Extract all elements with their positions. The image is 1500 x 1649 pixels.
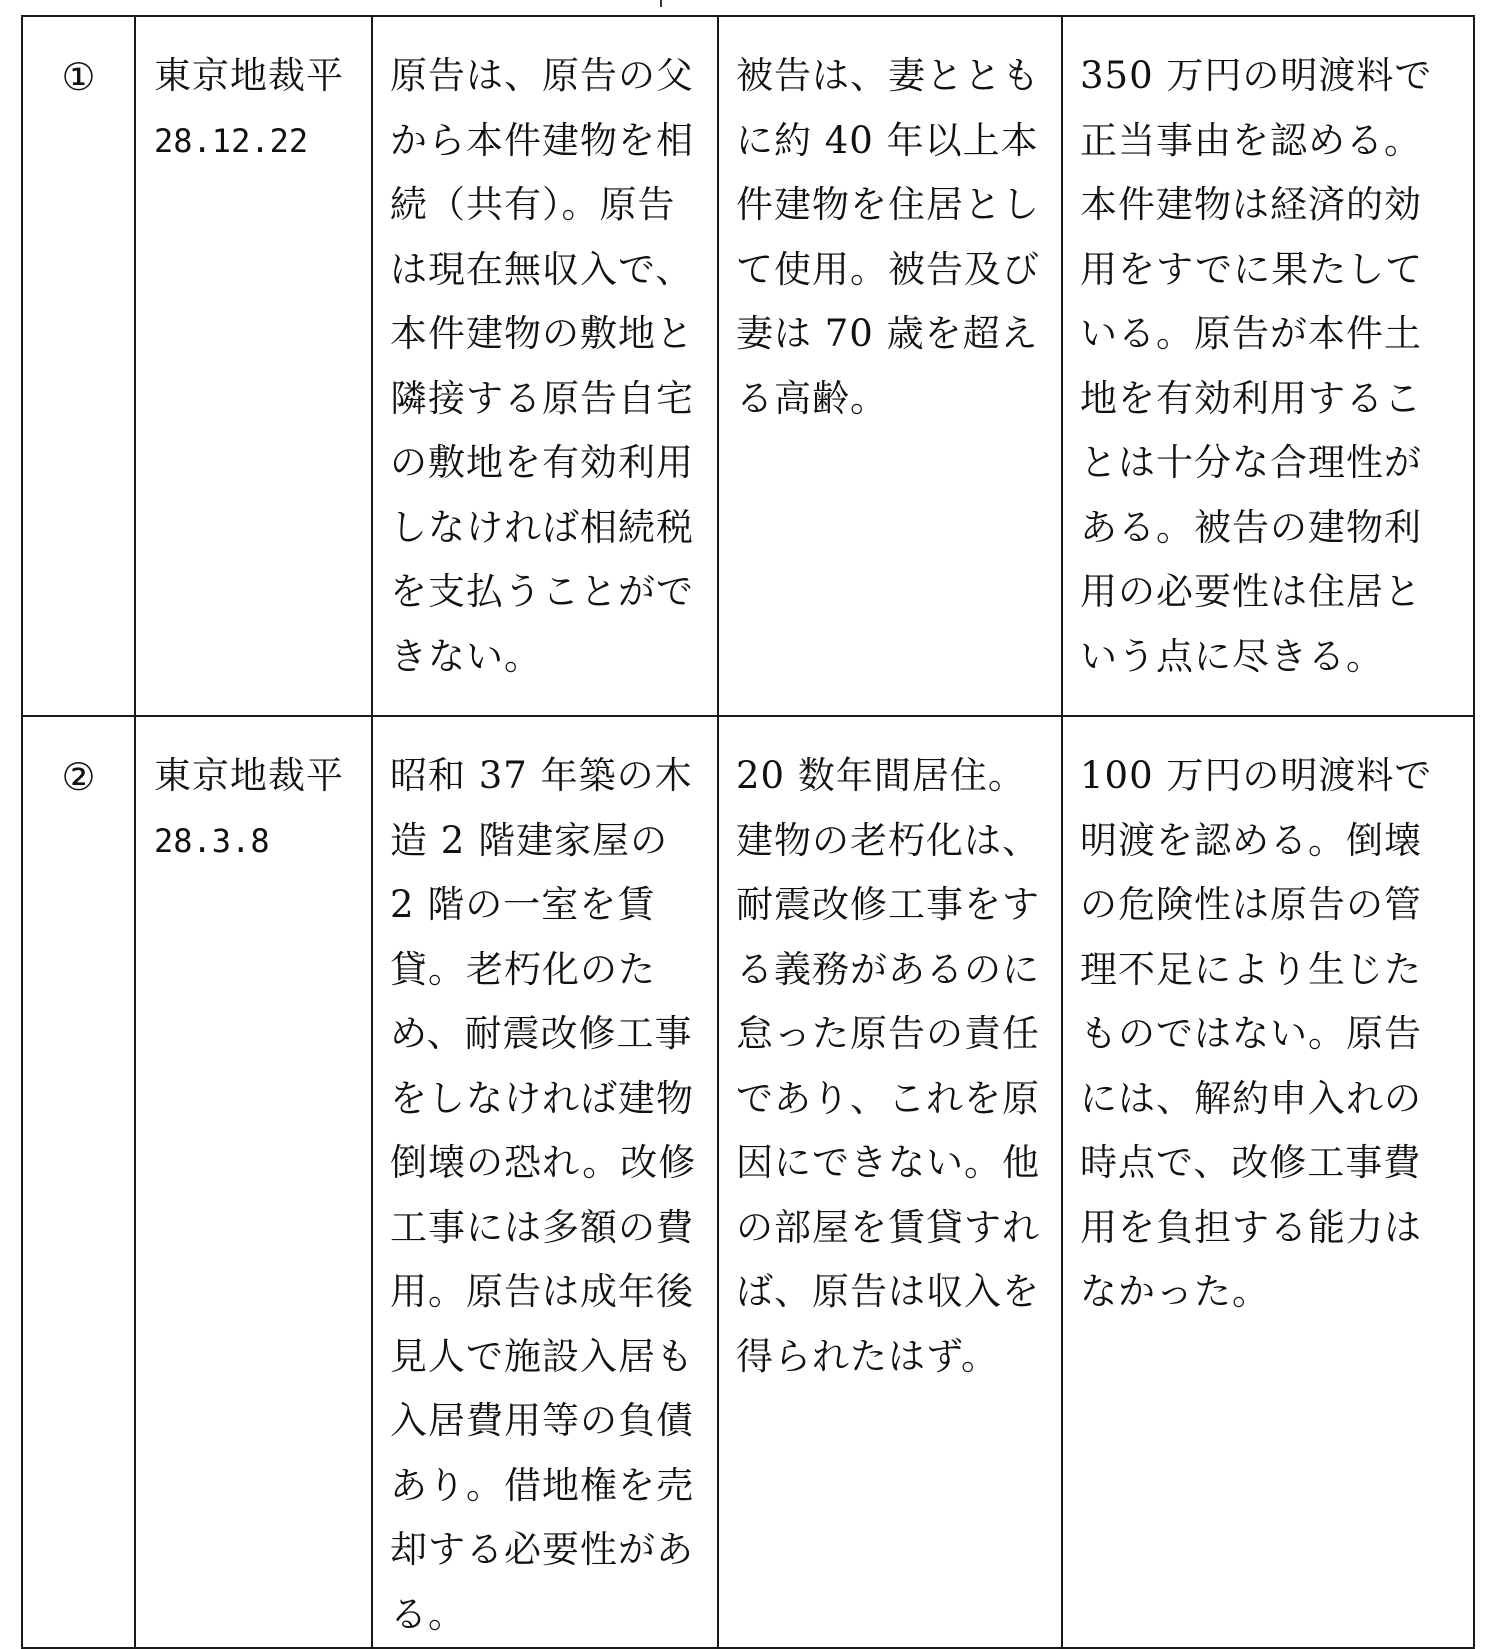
judgment-date: 28.3.8 (154, 821, 270, 860)
judgment-text: 350 万円の明渡料で正当事由を認める。本件建物は経済的効用をすでに果たしている。原告が本件土地を有効利用することは十分な合理性がある。被告の建物利用の必要性は住居という点に尽きる。 (1080, 54, 1433, 678)
case-comparison-table (21, 15, 1475, 1649)
case-number: ② (61, 755, 96, 799)
court-date-cell (135, 16, 372, 716)
defendant-facts: 20 数年間居住。建物の老朽化は、耐震改修工事をする義務があるのに怠った原告の責任であり、これを原因にできない。他の部屋を賃貸すれば、原告は収入を得られたはず。 (736, 754, 1040, 1378)
judgment-cell (1062, 716, 1474, 1648)
plaintiff-facts-cell (372, 716, 718, 1648)
court-name: 東京地裁平 (154, 754, 344, 797)
judgment-cell (1062, 16, 1474, 716)
court-date-cell (135, 716, 372, 1648)
case-number: ① (61, 55, 96, 99)
plaintiff-facts-cell (372, 16, 718, 716)
defendant-facts-cell (718, 716, 1062, 1648)
top-edge-mark (660, 0, 662, 7)
plaintiff-facts: 原告は、原告の父から本件建物を相続（共有）。原告は現在無収入で、本件建物の敷地と隣接する原告自宅の敷地を有効利用しなければ相続税を支払うことができない。 (390, 54, 694, 678)
plaintiff-facts: 昭和 37 年築の木造 2 階建家屋の 2 階の一室を賃貸。老朽化のため、耐震改修工事をしなければ建物倒壊の恐れ。改修工事には多額の費用。原告は成年後見人で施設入居も入居費用等の負債あり。借地権を売却する必要性がある。 (390, 754, 697, 1636)
defendant-facts-cell (718, 16, 1062, 716)
case-number-cell (22, 16, 135, 716)
table-row (22, 716, 1474, 1648)
court-name: 東京地裁平 (154, 54, 344, 97)
defendant-facts: 被告は、妻とともに約 40 年以上本件建物を住居として使用。被告及び妻は 70 歳を超える高齢。 (736, 54, 1040, 420)
judgment-date: 28.12.22 (154, 121, 309, 160)
judgment-text: 100 万円の明渡料で明渡を認める。倒壊の危険性は原告の管理不足により生じたものではない。原告には、解約申入れの時点で、改修工事費用を負担する能力はなかった。 (1080, 754, 1433, 1313)
table-row (22, 16, 1474, 716)
case-number-cell (22, 716, 135, 1648)
